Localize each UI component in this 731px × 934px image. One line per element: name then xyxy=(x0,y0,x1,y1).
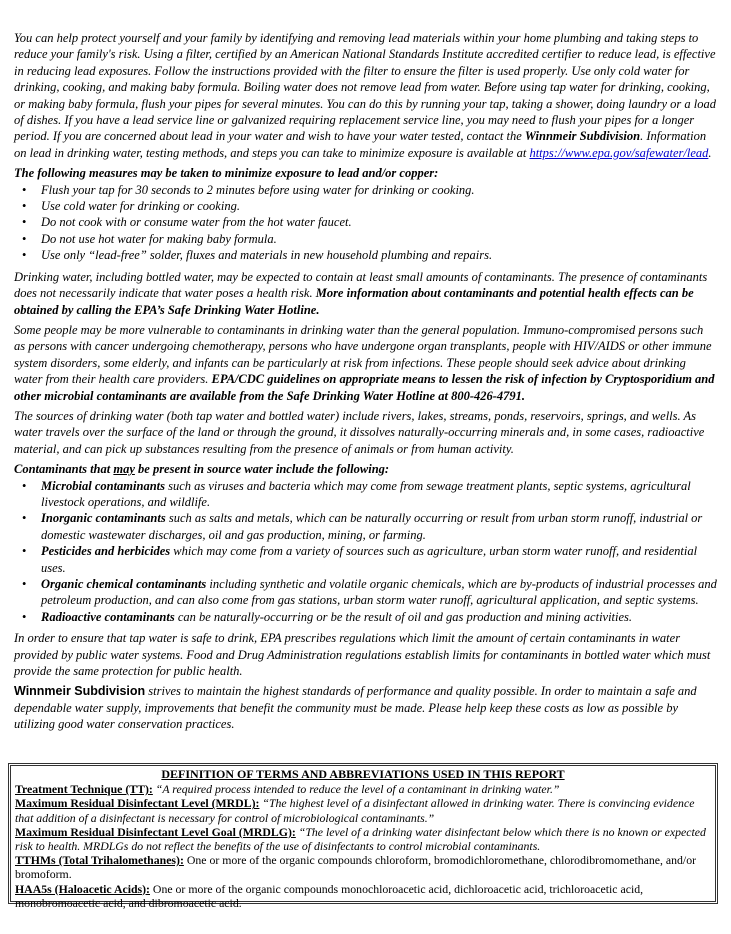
definition-desc: One or more of the organic compounds monochloroacetic acid, dichloroacetic acid, trichloroacetic acid, monobromoacetic acid, and dibromoacetic acid. xyxy=(15,881,644,910)
definition-desc: “A required process intended to reduce the level of a contaminant in drinking water.” xyxy=(152,782,560,797)
contaminants-heading xyxy=(14,461,717,477)
regulations-paragraph: In order to ensure that tap water is safe to drink, EPA prescribes regulations which limit the amount of certain contaminants in water provided by public water systems. Food and Drug Administration regulations establish limits for contaminants in bottled water which must provide the same protection for public health. xyxy=(14,631,711,679)
intro-text-cont: . Information on lead in drinking water, testing methods, and steps you can take to minimize exposure is available at xyxy=(14,129,707,160)
bottled-text: Drinking water, including bottled water, may be expected to contain at least small amounts of contaminants. The presence of contaminants does not necessarily indicate that water poses a health risk. xyxy=(14,269,708,301)
vulnerable-populations-paragraph xyxy=(14,322,717,404)
cdc-guidelines-note: EPA/CDC guidelines on appropriate means to lessen the risk of infection by Cryptosporidium and other microbial contaminants are available from the Safe Drinking Water Hotline at 800-426-4791. xyxy=(14,372,715,403)
definition-term: Maximum Residual Disinfectant Level (MRDL): xyxy=(15,796,260,811)
definition-item xyxy=(15,796,711,824)
measures-list xyxy=(14,182,717,264)
intro-text-end: . xyxy=(708,145,712,160)
list-item xyxy=(41,510,717,543)
contaminants-heading-may: may xyxy=(113,462,135,477)
list-item: • Do not cook with or consume water from the hot water faucet. xyxy=(41,214,717,230)
definition-item xyxy=(15,853,711,881)
list-item xyxy=(41,478,717,511)
system-name: Winnmeir Subdivision xyxy=(524,129,641,144)
definition-desc: One or more of the organic compounds chloroform, bromodichloromethane, chlorodibromomethane, and/or bromoform. xyxy=(15,853,697,882)
definition-desc: “The highest level of a disinfectant allowed in drinking water. There is convincing evidence that addition of a disinfectant is necessary for control of microbiological contaminants.” xyxy=(15,796,695,825)
water-sources-paragraph: The sources of drinking water (both tap water and bottled water) include rivers, lakes, streams, ponds, reservoirs, springs, and wells. As water travels over the surface of the land or through the ground, it dissolves naturally-occurring minerals and, in some cases, radioactive material, and can pick up substances resulting from the presence of animals or from human activity. xyxy=(14,408,705,456)
contaminant-desc: such as salts and metals, which can be naturally occurring or result from urban storm runoff, industrial or domestic wastewater discharges, oil and gas production, mining, or farming. xyxy=(41,511,703,542)
definition-item xyxy=(15,825,711,853)
contaminants-list xyxy=(14,478,717,626)
contaminants-heading-post: be present in source water include the following: xyxy=(134,462,390,477)
definition-term: HAA5s (Haloacetic Acids): xyxy=(15,881,150,896)
hotline-note: More information about contaminants and potential health effects can be obtained by calling the EPA’s Safe Drinking Water Hotline. xyxy=(14,286,694,317)
definition-item xyxy=(15,782,711,796)
contaminant-term: Inorganic contaminants xyxy=(41,511,166,526)
definition-term: Maximum Residual Disinfectant Level Goal (MRDLG): xyxy=(15,824,296,839)
measures-heading: The following measures may be taken to minimize exposure to lead and/or copper: xyxy=(14,166,439,181)
contaminant-desc: including synthetic and volatile organic chemicals, which are by-products of industrial processes and petroleum production, and can also come from gas stations, urban storm water runoff, agricultural application, and septic systems. xyxy=(41,577,717,608)
contaminant-term: Radioactive contaminants xyxy=(41,609,175,624)
bottled-water-paragraph xyxy=(14,269,717,318)
lead-intro-paragraph xyxy=(14,30,717,161)
definition-item xyxy=(15,882,711,910)
contaminant-desc: can be naturally-occurring or be the result of oil and gas production and mining activities. xyxy=(174,609,633,624)
contaminant-term: Organic chemical contaminants xyxy=(41,577,207,591)
document-body xyxy=(14,30,717,737)
system-name: Winnmeir Subdivision xyxy=(14,684,146,699)
list-item: • Do not use hot water for making baby formula. xyxy=(41,231,717,247)
list-item: • Flush your tap for 30 seconds to 2 minutes before using water for drinking or cooking. xyxy=(41,182,717,198)
contaminant-desc: such as viruses and bacteria which may come from sewage treatment plants, septic systems, agricultural livestock operations, and wildlife. xyxy=(41,478,691,509)
contaminant-term: Microbial contaminants xyxy=(41,478,165,493)
closing-paragraph xyxy=(14,683,717,732)
closing-text: strives to maintain the highest standards of performance and quality possible. In order to maintain a safe and dependable water supply, improvements that benefit the community must be made. Please help keep these costs as low as possible by utilizing good water conservation practices. xyxy=(14,684,697,732)
list-item xyxy=(41,543,717,576)
list-item: • Use only “lead-free” solder, fluxes and materials in new household plumbing and repairs. xyxy=(41,247,717,263)
vulnerable-text: Some people may be more vulnerable to contaminants in drinking water than the general population. Immuno-compromised persons such as persons with cancer undergoing chemotherapy, persons who have undergone organ transplants, people with HIV/AIDS or other immune system disorders, some elderly, and infants can be particularly at risk from infections. These people should seek advice about drinking water from their health care providers. xyxy=(14,322,712,387)
list-item xyxy=(41,576,717,609)
contaminant-desc: which may come from a variety of sources such as agriculture, urban storm water runoff, and residential uses. xyxy=(41,544,698,575)
contaminants-heading-pre: Contaminants that xyxy=(14,462,114,477)
epa-lead-link[interactable]: https://www.epa.gov/safewater/lead xyxy=(529,145,709,160)
list-item: • Use cold water for drinking or cooking. xyxy=(41,198,717,214)
definition-desc: “The level of a drinking water disinfectant below which there is no known or expected risk to health. MRDLGs do not reflect the benefits of the use of disinfectants to control microbial contaminants. xyxy=(15,824,706,854)
list-item xyxy=(41,609,717,625)
intro-text: You can help protect yourself and your family by identifying and removing lead materials within your home plumbing and taking steps to reduce your family's risk. Using a filter, certified by an American National Standards Institute accredited certifier to reduce lead, is effective in reducing lead exposures. Follow the instructions provided with the filter to ensure the filter is used properly. Use only cold water for drinking, cooking, and making baby formula. Boiling water does not remove lead from water. Before using tap water for drinking, cooking, or making baby formula, flush your pipes for several minutes. You can do this by running your tap, taking a shower, doing laundry or a load of dishes. If you have a lead service line or galvanized requiring replacement service line, you may need to flush your pipes for a longer period. If you are concerned about lead in your water and wish to have your water tested, contact the xyxy=(14,31,716,144)
definitions-title: DEFINITION OF TERMS AND ABBREVIATIONS USED IN THIS REPORT xyxy=(161,767,565,781)
contaminant-term: Pesticides and herbicides xyxy=(41,544,171,559)
definitions-box xyxy=(8,763,718,910)
definition-term: Treatment Technique (TT): xyxy=(15,782,153,797)
definition-term: TTHMs (Total Trihalomethanes): xyxy=(15,853,184,868)
